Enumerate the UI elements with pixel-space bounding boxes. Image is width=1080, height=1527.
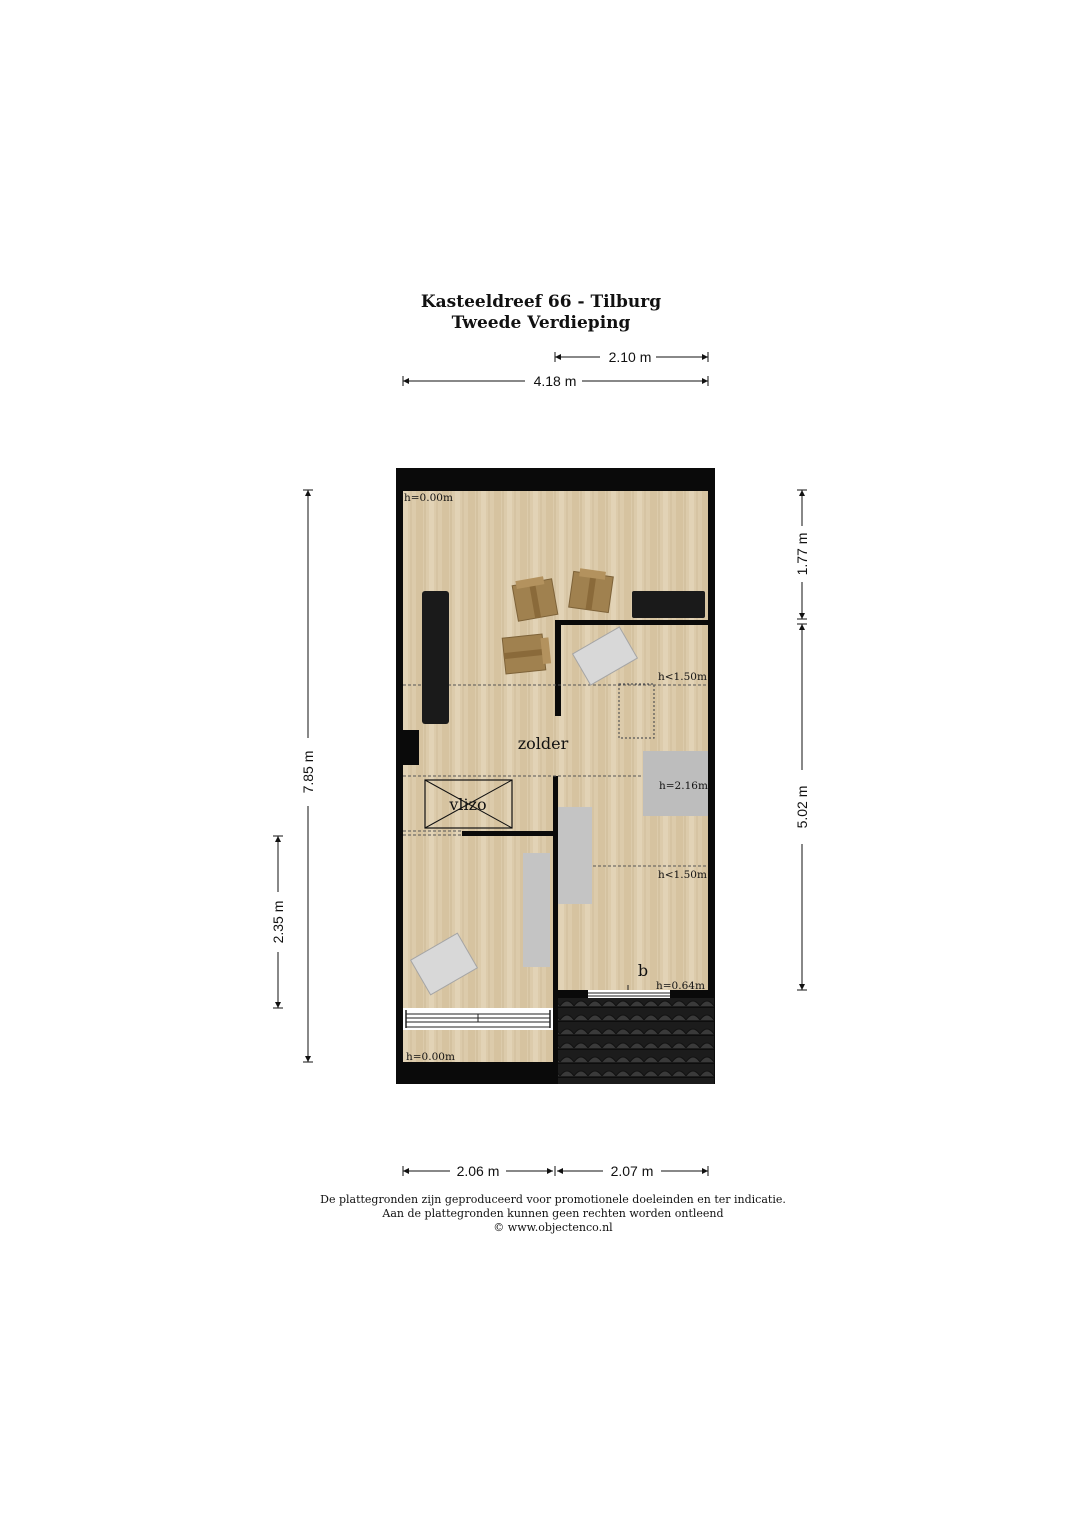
dimension-left-partial [270, 836, 286, 1008]
dimension-left-total [300, 490, 316, 1062]
grey-cabinet-middle [558, 807, 592, 904]
dimension-top-total [403, 373, 708, 389]
dimension-left-total-label: 7.85 m [300, 750, 316, 794]
grey-cabinet-left [523, 853, 550, 967]
dimension-bottom-right-label: 2.07 m [610, 1163, 654, 1179]
height-label-bottom-left: h=0.00m [406, 1051, 455, 1063]
height-label-top-left: h=0.00m [404, 492, 453, 504]
roof-tiles [558, 998, 714, 1084]
height-label-middle-right: h=2.16m [659, 780, 708, 792]
internal-wall-top [555, 620, 708, 625]
height-label-lower-right: h<1.50m [658, 869, 707, 881]
footer-disclaimer-line-2: Aan de plattegronden kunnen geen rechten worden ontleend [382, 1207, 724, 1220]
dimension-bottom-left [403, 1163, 555, 1179]
plan-title: Kasteeldreef 66 - Tilburg [420, 292, 662, 312]
room-label-zolder: zolder [517, 734, 569, 753]
black-bench [422, 591, 449, 724]
footer-copyright: © www.objectenco.nl [493, 1221, 613, 1234]
bottom-wall [403, 1062, 558, 1084]
height-label-dormer: h=0.64m [656, 980, 705, 992]
plan-subtitle: Tweede Verdieping [451, 313, 631, 333]
box-3 [502, 633, 552, 674]
dimension-right-lower-label: 5.02 m [794, 785, 810, 829]
dimension-bottom-left-label: 2.06 m [456, 1163, 500, 1179]
dimension-top-total-label: 4.18 m [533, 373, 577, 389]
wall-block-left [403, 730, 419, 765]
internal-wall-vertical-upper [555, 620, 561, 716]
box-1 [511, 575, 557, 621]
footer-disclaimer-line-1: De plattegronden zijn geproduceerd voor promotionele doeleinden en ter indicatie. [320, 1193, 786, 1206]
dimension-top-partial-label: 2.10 m [608, 349, 652, 365]
height-label-upper-right: h<1.50m [658, 671, 707, 683]
dimension-right-upper [794, 490, 810, 619]
window-lower-left [403, 1008, 553, 1030]
internal-wall-horizontal [462, 831, 558, 836]
dimension-top-partial [555, 349, 708, 365]
room-label-boiler: b [637, 961, 649, 980]
black-cabinet [632, 591, 705, 618]
dimension-bottom-right [557, 1163, 708, 1179]
internal-wall-vertical-lower [553, 776, 558, 998]
dimension-left-partial-label: 2.35 m [270, 900, 286, 944]
dimension-right-lower [794, 624, 810, 990]
floor-plan-body [396, 468, 715, 1084]
room-label-vlizo: vlizo [449, 795, 487, 814]
dimension-right-upper-label: 1.77 m [794, 532, 810, 576]
